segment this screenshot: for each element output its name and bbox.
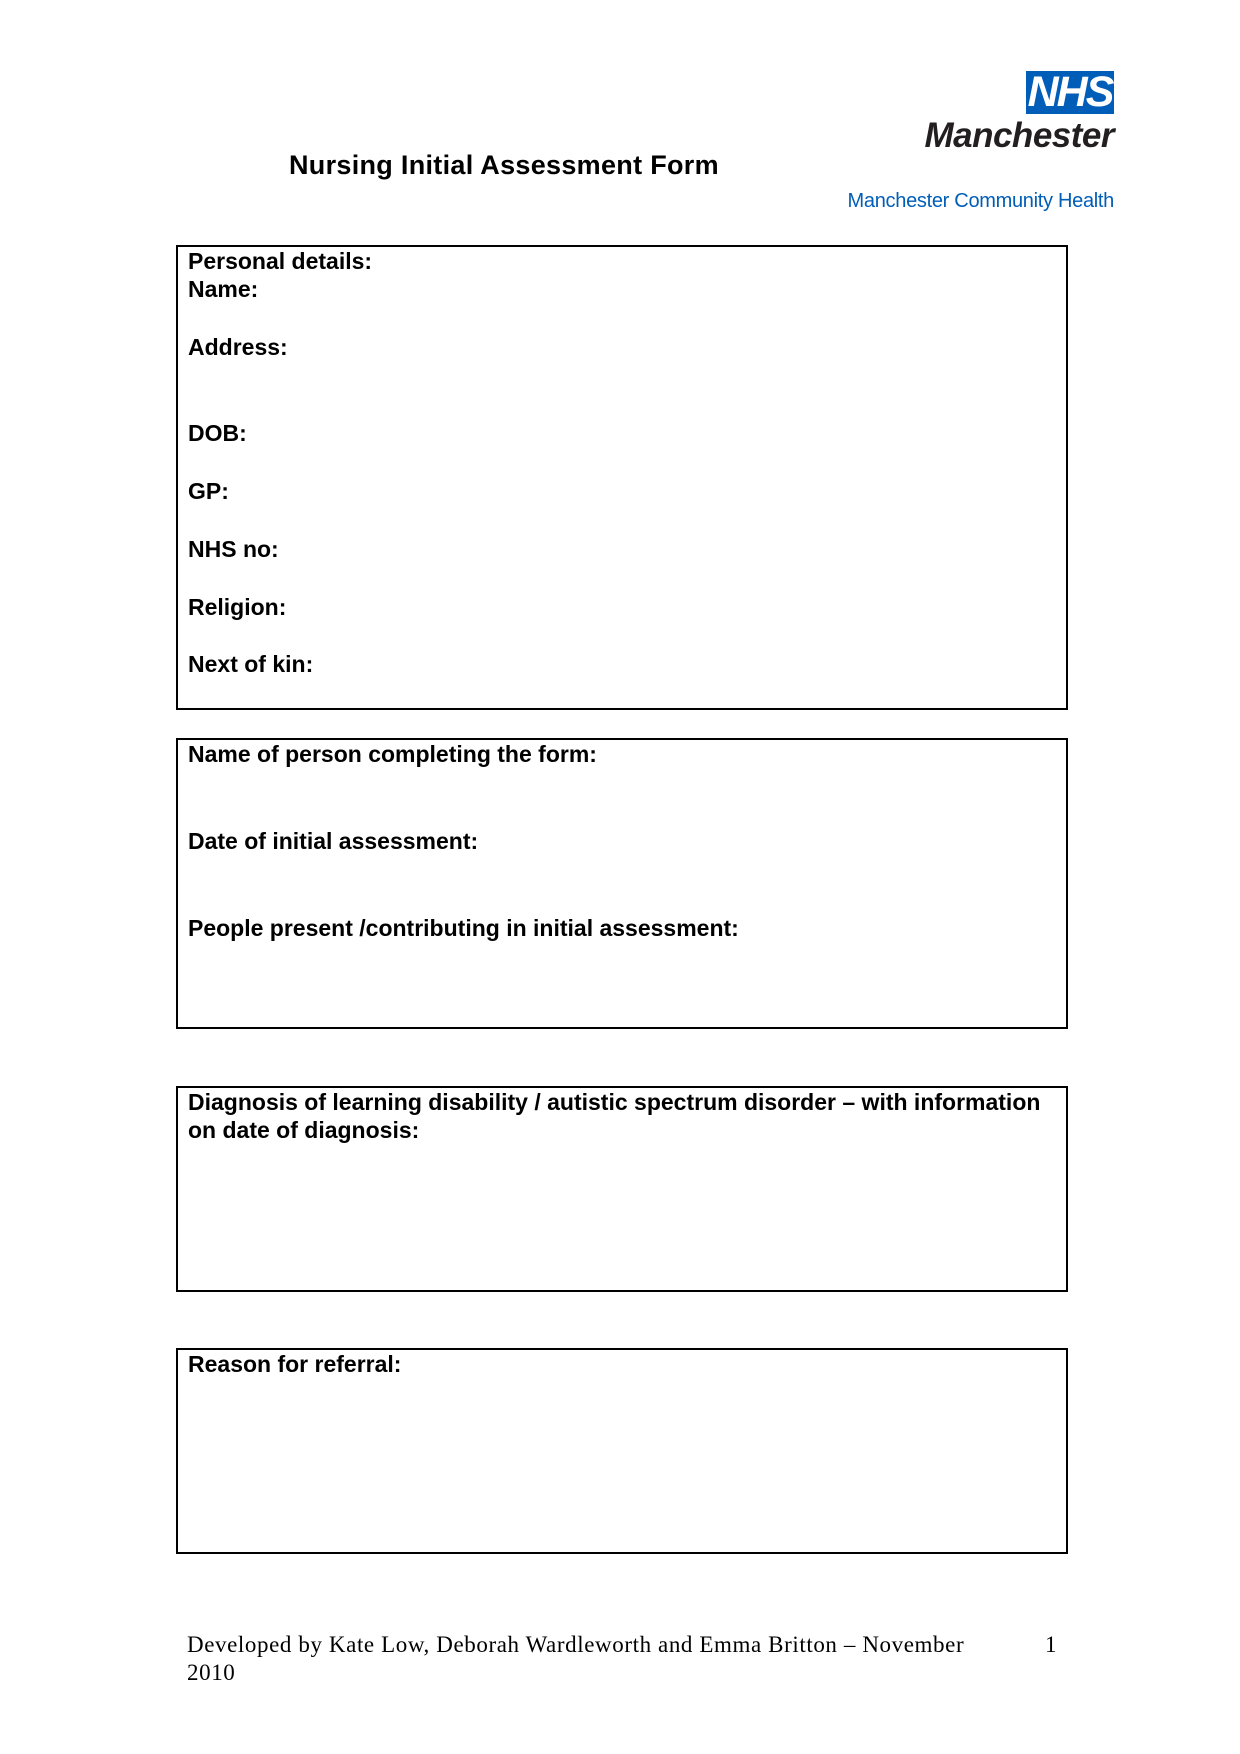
gp-label: GP:	[188, 478, 229, 504]
page-title: Nursing Initial Assessment Form	[289, 150, 719, 180]
diagnosis-box[interactable]	[176, 1086, 1068, 1292]
assessment-completion-box[interactable]	[176, 738, 1068, 1029]
diagnosis-heading: Diagnosis of learning disability / autistic spectrum disorder – with information on date of diagnosis:	[188, 1089, 1041, 1143]
page-number: 1	[1045, 1632, 1057, 1657]
footer-credit: Developed by Kate Low, Deborah Wardleworth and Emma Britton – November 2010	[187, 1632, 965, 1685]
dob-label: DOB:	[188, 420, 247, 446]
address-label: Address:	[188, 334, 288, 360]
personal-details-heading: Personal details:	[188, 248, 373, 274]
assessment-date-label: Date of initial assessment:	[188, 828, 479, 854]
service-name: Manchester Community Health	[847, 190, 1114, 212]
referral-heading: Reason for referral:	[188, 1351, 402, 1377]
referral-box[interactable]	[176, 1348, 1068, 1554]
name-label: Name:	[188, 276, 259, 302]
org-logo-text: Manchester	[924, 116, 1114, 155]
religion-label: Religion:	[188, 594, 287, 620]
people-present-label: People present /contributing in initial assessment:	[188, 915, 739, 941]
completer-name-label: Name of person completing the form:	[188, 741, 597, 767]
next-of-kin-label: Next of kin:	[188, 651, 314, 677]
nhs-logo: NHS	[1027, 71, 1113, 114]
nhs-no-label: NHS no:	[188, 536, 279, 562]
personal-details-box[interactable]	[176, 245, 1068, 710]
